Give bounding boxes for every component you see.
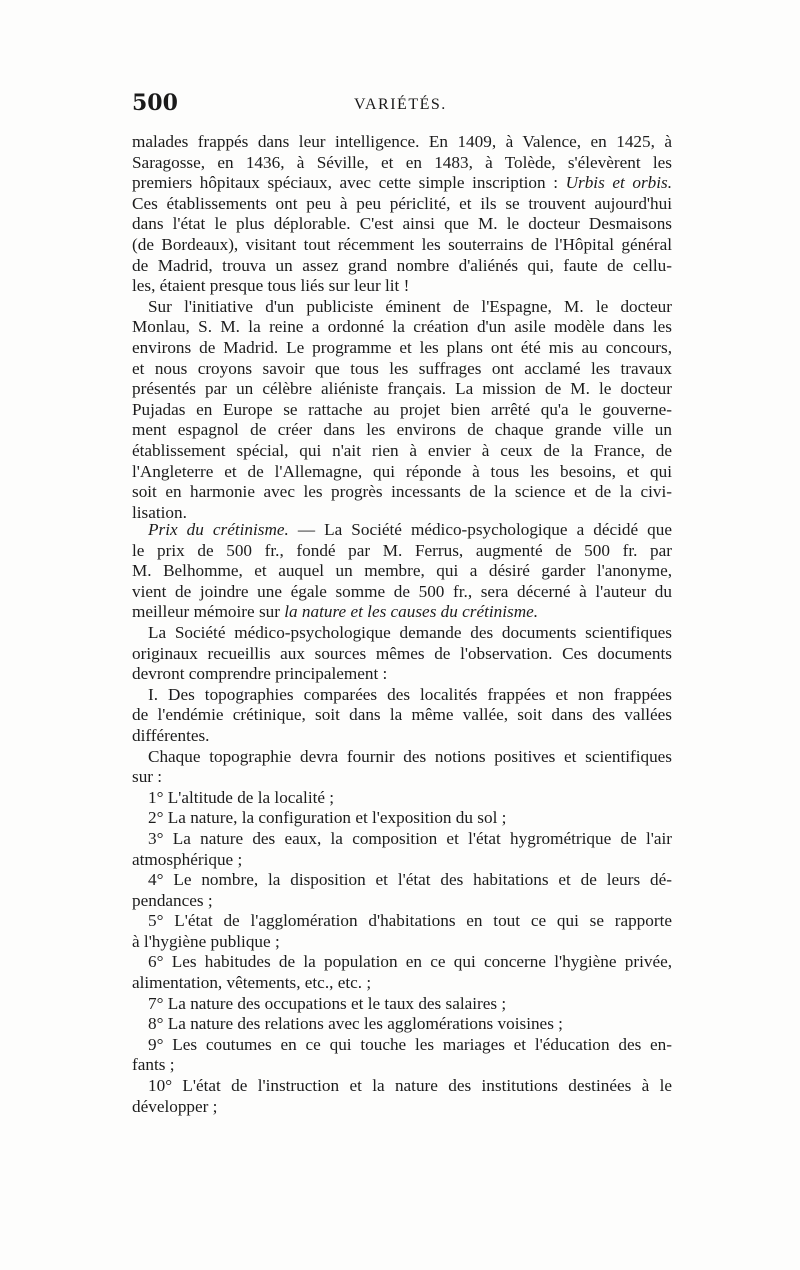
text-line: établissement spécial, qui n'ait rien à envier à ceux de la France, de (132, 440, 672, 460)
text-line: M. Belhomme, et auquel un membre, qui a désiré garder l'anonyme, (132, 561, 672, 581)
section-heading: Prix du crétinisme. (148, 520, 289, 539)
text-line: soit en harmonie avec les progrès incessants de la science et de la civi- (132, 482, 672, 502)
text-line: alimentation, vêtements, etc., etc. ; (132, 973, 372, 993)
paragraph-hospitals-spain (132, 132, 672, 523)
text-line: Chaque topographie devra fournir des notions positives et scientifiques (148, 746, 672, 766)
text-line: Monlau, S. M. la reine a ordonné la création d'un asile modèle dans les (132, 317, 672, 337)
running-title: VARIÉTÉS. (354, 96, 447, 113)
text-line: (de Bordeaux), visitant tout récemment les souterrains de l'Hôpital général (132, 234, 672, 254)
text-line: sur : (132, 767, 163, 787)
text-line: meilleur mémoire sur la nature et les causes du crétinisme. (132, 602, 539, 622)
text-line: atmosphérique ; (132, 849, 243, 869)
list-item: 4° Le nombre, la disposition et l'état des habitations et de leurs dé- (148, 870, 672, 890)
text-line: environs de Madrid. Le programme et les plans ont été mis au concours, (132, 337, 672, 357)
text-line: différentes. (132, 725, 210, 745)
text-line: devront comprendre principalement : (132, 664, 388, 684)
list-item: 8° La nature des relations avec les agglomérations voisines ; (148, 1014, 563, 1034)
text-line: l'Angleterre et de l'Allemagne, qui réponde à tous les besoins, et qui (132, 461, 672, 481)
text-line: Ces établissements ont peu à peu périclité, et ils se trouvent aujourd'hui (132, 193, 672, 213)
list-item: 2° La nature, la configuration et l'exposition du sol ; (148, 808, 507, 828)
text-line: fants ; (132, 1055, 175, 1075)
text-line: les, étaient presque tous liés sur leur lit ! (132, 276, 410, 296)
list-item: 7° La nature des occupations et le taux des salaires ; (148, 993, 507, 1013)
text-line: lisation. (132, 502, 187, 522)
list-item: 6° Les habitudes de la population en ce qui concerne l'hygiène privée, (148, 952, 672, 972)
text-line: de l'endémie crétinique, soit dans la même vallée, soit dans des vallées (132, 705, 672, 725)
text-line: vient de joindre une égale somme de 500 fr., sera décerné à l'auteur du (132, 581, 672, 601)
list-item: 9° Les coutumes en ce qui touche les mariages et l'éducation des en- (148, 1034, 672, 1054)
list-item: 3° La nature des eaux, la composition et l'état hygrométrique de l'air (148, 828, 672, 848)
text-line: dans l'état le plus déplorable. C'est ainsi que M. le docteur Desmaisons (132, 214, 672, 234)
text-line: ment espagnol de créer dans les environs de chaque grande ville un (132, 420, 672, 440)
page-header (132, 90, 672, 124)
text-line: et nous croyons savoir que tous les suffrages ont acclamé les travaux (132, 358, 672, 378)
list-item: 10° L'état de l'instruction et la nature des institutions destinées à le (148, 1076, 672, 1096)
text-line: de Madrid, trouva un assez grand nombre d'aliénés qui, faute de cellu- (132, 255, 672, 275)
text-line: à l'hygiène publique ; (132, 931, 280, 951)
text-line: Pujadas en Europe se rattache au projet bien arrêté qu'a le gouverne- (132, 399, 672, 419)
page-number: 500 (132, 90, 178, 116)
inscription: Urbis et orbis. (565, 173, 673, 193)
text-line: pendances ; (132, 890, 213, 910)
text-line: originaux recueillis aux sources mêmes de l'observation. Ces documents (132, 643, 672, 663)
text-line: premiers hôpitaux spéciaux, avec cette simple inscription : Urbis et orbis. (132, 173, 673, 193)
list-item: 5° L'état de l'agglomération d'habitations en tout ce qui se rapporte (148, 911, 672, 931)
list-item: 1° L'altitude de la localité ; (148, 787, 335, 807)
text-line: La Société médico-psychologique demande des documents scientifiques (148, 622, 672, 642)
text-line: présentés par un célèbre aliéniste français. La mission de M. le docteur (132, 379, 672, 399)
text-line: malades frappés dans leur intelligence. En 1409, à Valence, en 1425, à (132, 132, 672, 151)
text-line: Sur l'initiative d'un publiciste éminent de l'Espagne, M. le docteur (148, 296, 672, 316)
section-heading-line: Prix du crétinisme. — La Société médico-psychologique a décidé que (148, 520, 672, 539)
text-line: développer ; (132, 1096, 218, 1116)
text-line: le prix de 500 fr., fondé par M. Ferrus, augmenté de 500 fr. par (132, 540, 672, 560)
text-line: Saragosse, en 1436, à Séville, et en 1483, à Tolède, s'élevèrent les (132, 152, 672, 172)
text-line: I. Des topographies comparées des localités frappées et non frappées (148, 684, 672, 704)
paragraph-prix-cretinisme (132, 520, 672, 1117)
memoir-subject: la nature et les causes du crétinisme. (284, 602, 539, 622)
